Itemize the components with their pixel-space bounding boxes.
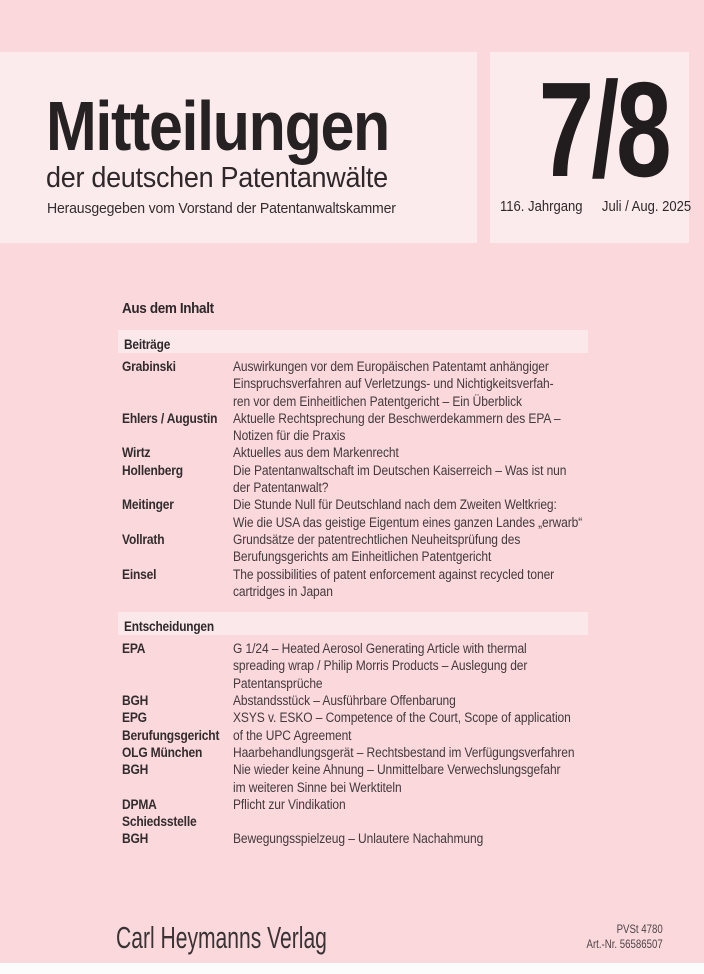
entry-title-text: G 1/24 – Heated Aerosol Generating Article with thermal spreading wrap / Philip Morris Products – Auslegung der Patentansprüche: [233, 641, 528, 691]
issue-number: 7/8: [539, 54, 669, 205]
masthead-title-panel: [0, 52, 477, 243]
toc-entry: [122, 709, 588, 744]
toc-entry: [122, 692, 588, 709]
journal-title: Mitteilungen: [46, 87, 389, 165]
toc-entry: [122, 566, 588, 601]
entry-title-text: Bewegungsspielzeug – Unlautere Nachahmung: [233, 831, 484, 847]
section-header-beitraege: [118, 330, 588, 353]
issue-date: Juli / Aug. 2025: [601, 199, 691, 215]
toc-entries-beitraege: [122, 358, 588, 600]
toc-section-entscheidungen: [118, 612, 588, 848]
issue-volume: 116. Jahrgang: [500, 199, 583, 215]
toc-entry: [122, 444, 588, 461]
entry-title-text: Die Patentanwaltschaft im Deutschen Kaiserreich – Was ist nun der Patentanwalt?: [233, 462, 567, 496]
entry-source-label: Vollrath: [122, 531, 165, 547]
entry-title-text: Die Stunde Null für Deutschland nach dem Zweiten Weltkrieg: Wie die USA das geistige Eigentum eines ganzen Landes „erwarb“: [233, 497, 583, 530]
table-of-contents: [118, 301, 588, 848]
masthead-issue-panel: [490, 52, 689, 243]
entry-title-text: Nie wieder keine Ahnung – Unmittelbare Verwechslungsgefahr im weiteren Sinne bei Werktiteln: [233, 762, 561, 795]
publisher-name: Carl Heymanns Verlag: [116, 920, 327, 955]
article-number: Art.-Nr. 56586507: [586, 938, 663, 951]
journal-subtitle: der deutschen Patentanwälte: [46, 162, 388, 194]
entry-source-label: BGH: [122, 762, 149, 778]
entry-title-text: Haarbehandlungsgerät – Rechtsbestand im Verfügungsverfahren: [233, 744, 575, 760]
entry-source-label: Hollenberg: [122, 462, 183, 478]
toc-entry: [122, 531, 588, 566]
entry-source-label: BGH: [122, 693, 149, 709]
toc-entry: [122, 796, 588, 831]
toc-entry: [122, 830, 588, 847]
entry-source-label: Ehlers / Augustin: [122, 410, 218, 426]
postal-article-codes: [587, 923, 663, 952]
entry-title-text: Aktuelle Rechtsprechung der Beschwerdekammern des EPA – Notizen für die Praxis: [233, 410, 561, 444]
postal-code: PVSt 4780: [616, 924, 663, 936]
entry-source-label: Grabinski: [122, 359, 176, 374]
toc-entry: [122, 640, 588, 692]
toc-heading: Aus dem Inhalt: [122, 300, 214, 317]
entry-source-label: EPA: [122, 641, 146, 657]
entry-title-text: The possibilities of patent enforcement against recycled toner cartridges in Japan: [233, 566, 555, 599]
toc-section-beitraege: [118, 330, 588, 600]
section-header-entscheidungen: [118, 612, 588, 635]
toc-entry: [122, 358, 588, 410]
toc-entry: [122, 496, 588, 531]
entry-source-label: Einsel: [122, 566, 157, 582]
toc-entries-entscheidungen: [122, 640, 588, 848]
issue-meta: [500, 199, 691, 215]
toc-entry: [122, 462, 588, 497]
entry-source-label: OLG München: [122, 744, 203, 760]
entry-title-text: Abstandsstück – Ausführbare Offenbarung: [233, 693, 456, 709]
entry-title-text: Grundsätze der patentrechtlichen Neuheitsprüfung des Berufungsgerichts am Einheitlichen Patentgericht: [233, 531, 521, 565]
toc-entry: [122, 410, 588, 445]
section-title: Entscheidungen: [124, 619, 214, 635]
section-title: Beiträge: [124, 337, 171, 352]
entry-title-text: Pflicht zur Vindikation: [233, 796, 346, 812]
journal-publisher-line: Herausgegeben vom Vorstand der Patentanwaltskammer: [47, 200, 396, 217]
entry-source-label: Meitinger: [122, 497, 174, 513]
entry-source-label: BGH: [122, 831, 149, 847]
entry-title-text: Auswirkungen vor dem Europäischen Patentamt anhängiger Einspruchsverfahren auf Verletzungs- und Nichtigkeitsverfah- ren vor dem Einheitlichen Patentgericht – Ein Überblick: [233, 359, 554, 409]
entry-source-label: Wirtz: [122, 445, 151, 461]
entry-title-text: XSYS v. ESKO – Competence of the Court, Scope of application of the UPC Agreement: [233, 710, 571, 743]
entry-source-label: DPMA Schiedsstelle: [122, 796, 197, 830]
entry-title-text: Aktuelles aus dem Markenrecht: [233, 445, 399, 461]
toc-entry: [122, 761, 588, 796]
entry-source-label: EPG Berufungsgericht: [122, 710, 220, 743]
toc-entry: [122, 744, 588, 761]
